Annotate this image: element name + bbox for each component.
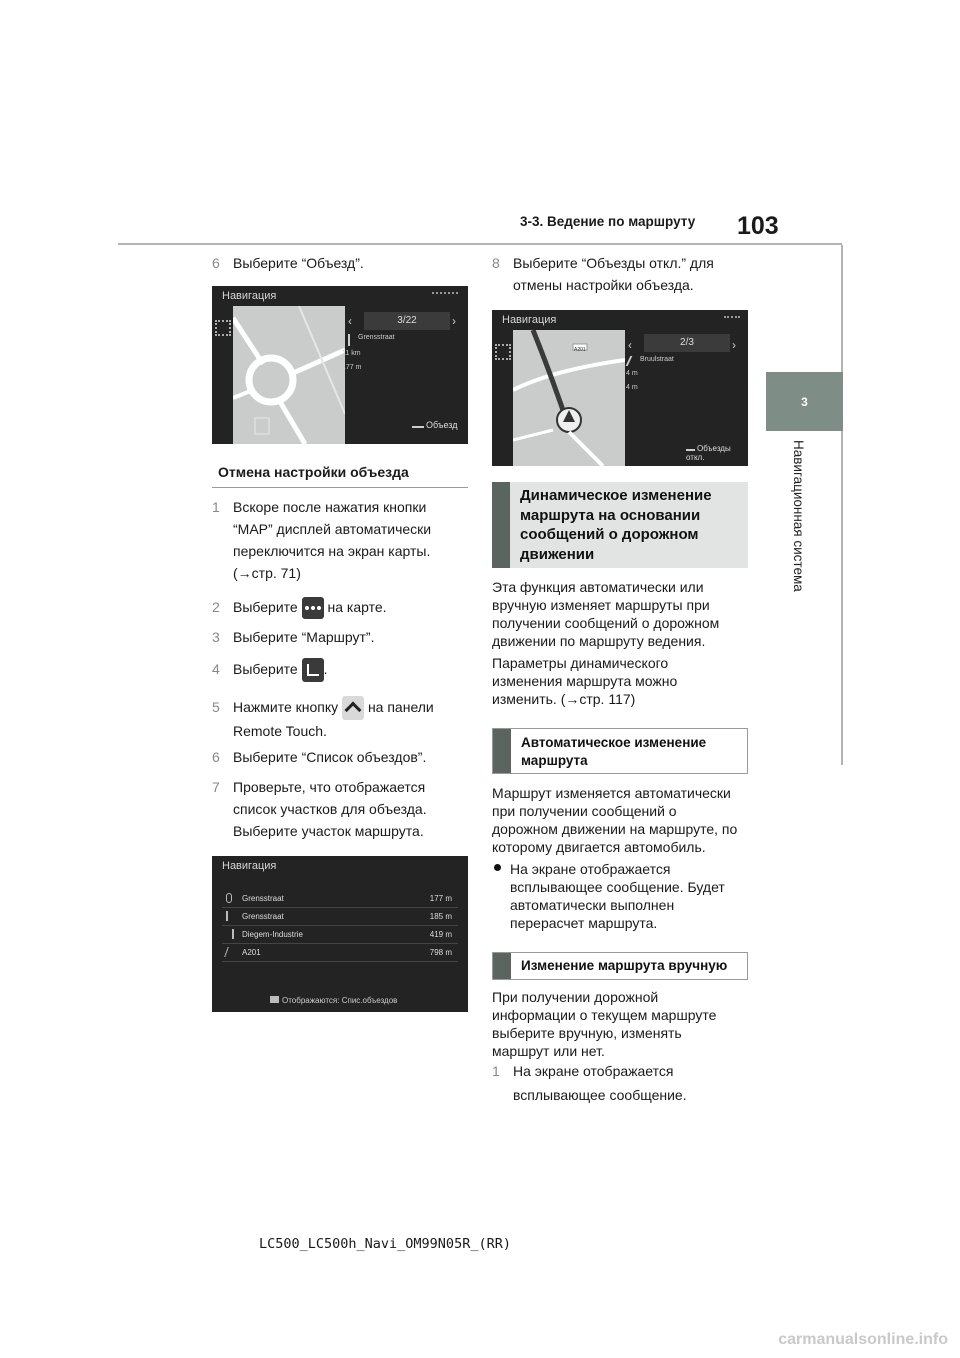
status-icons — [432, 292, 458, 299]
route-counter: 3/22 — [364, 312, 450, 330]
more-options-icon — [302, 597, 324, 619]
road-icon — [224, 947, 234, 957]
prev-arrow[interactable]: ‹ — [628, 338, 632, 352]
distance-1: 4 m — [626, 370, 638, 377]
step-6-detour: 6 Выберите “Объезд”. — [212, 255, 364, 271]
list-item[interactable]: Diegem-Industrie 419 m — [222, 926, 458, 944]
watermark: carmanualsonline.info — [778, 1331, 948, 1348]
manual-route-heading: Изменение маршрута вручную — [492, 952, 748, 980]
step-7-check: 7 Проверьте, что отображается список участков для объезда. Выберите участок маршрута. — [212, 779, 427, 839]
side-divider — [841, 245, 843, 765]
nav-screen-detour-list — [212, 856, 468, 1012]
prev-arrow[interactable]: ‹ — [348, 314, 352, 328]
nav-screen-detour-off — [492, 310, 748, 466]
chapter-tab: 3 — [766, 372, 843, 431]
nav-screen-detour — [212, 286, 468, 444]
manual-paragraph: При получении дорожной информации о текущем маршруте выберите вручную, изменять маршрут или нет. — [492, 989, 717, 1059]
detour-button[interactable]: Объезд — [412, 420, 457, 430]
document-code: LC500_LC500h_Navi_OM99N05R_(RR) — [259, 1236, 511, 1252]
street-name: Grensstraat — [358, 334, 395, 341]
auto-paragraph: Маршрут изменяется автоматически при получении сообщений о дорожном движении на маршруте, по которому двигается автомобиль. — [492, 785, 738, 855]
step-4-select: 4 Выберите . — [212, 658, 327, 682]
map-roads — [513, 330, 625, 466]
step-3-route: 3 Выберите “Маршрут”. — [212, 629, 375, 645]
distance-2: 177 m — [342, 364, 362, 371]
junction-icon — [226, 929, 234, 939]
screen-title: Навигация — [502, 314, 557, 326]
turn-icon — [348, 334, 356, 346]
step-5-remote: 5 Нажмите кнопку на панели Remote Touch. — [212, 696, 434, 742]
distance-1: 11 km — [342, 350, 361, 357]
route-edit-icon — [302, 658, 324, 682]
header-divider — [118, 243, 842, 245]
dynamic-route-heading: Динамическое изменение маршрута на основании сообщений о дорожном движении — [492, 482, 748, 568]
list-icon — [270, 996, 279, 1003]
list-footer: Отображаются: Спис.объездов — [270, 996, 397, 1005]
screen-title: Навигация — [222, 860, 277, 872]
auto-route-heading: Автоматическое изменение маршрута — [492, 728, 748, 774]
map-area — [233, 306, 345, 444]
route-counter: 2/3 — [644, 334, 730, 352]
step-2-options: 2 Выберите на карте. — [212, 596, 387, 619]
step-8-cancel: 8 Выберите “Объезды откл.” для отмены настройки объезда. — [492, 255, 714, 293]
next-arrow[interactable]: › — [452, 314, 456, 328]
bullet-icon — [494, 864, 501, 871]
step-1-map: 1 Вскоре после нажатия кнопки “MAP” дисплей автоматически переключится на экран карты. (→стр. 71) — [212, 499, 432, 581]
detour-off-button[interactable]: Объезды откл. — [686, 444, 731, 462]
expand-icon[interactable] — [215, 320, 231, 336]
list-item[interactable]: Grensstraat 185 m — [222, 908, 458, 926]
page-number: 103 — [737, 212, 779, 240]
step-6-list: 6 Выберите “Список объездов”. — [212, 749, 427, 765]
section-title: 3-3. Ведение по маршруту — [520, 214, 696, 229]
map-roads — [233, 306, 345, 444]
next-arrow[interactable]: › — [732, 338, 736, 352]
turn-icon — [226, 911, 234, 921]
screen-title: Навигация — [222, 290, 277, 302]
dynamic-paragraph-2: Параметры динамического изменения маршрута можно изменить. (→стр. 117) — [492, 655, 678, 707]
list-area — [222, 890, 458, 962]
road-label: A201 — [574, 347, 586, 353]
dynamic-paragraph-1: Эта функция автоматически или вручную изменяет маршруты при получении сообщений о дорожном движении по маршруту ведения. — [492, 579, 720, 649]
detour-icon — [686, 445, 695, 451]
street-name: Bruulstraat — [640, 356, 674, 363]
turn-icon — [626, 356, 639, 366]
distance-2: 4 m — [626, 384, 638, 391]
pin-icon — [226, 893, 232, 903]
map-area — [513, 330, 625, 466]
chapter-title: Навигационная система — [791, 440, 806, 592]
status-icons — [724, 316, 740, 323]
cancel-detour-heading: Отмена настройки объезда — [212, 458, 468, 488]
manual-step-1: 1 На экране отображается всплывающее сообщение. — [492, 1063, 687, 1103]
detour-icon — [412, 422, 424, 428]
list-item[interactable]: Grensstraat 177 m — [222, 890, 458, 908]
auto-bullet: На экране отображается всплывающее сообщение. Будет автоматически выполнен перерасчет маршрута. — [510, 861, 725, 931]
expand-icon[interactable] — [495, 344, 511, 360]
chevron-up-icon — [342, 696, 364, 720]
list-item[interactable]: A201 798 m — [222, 944, 458, 962]
